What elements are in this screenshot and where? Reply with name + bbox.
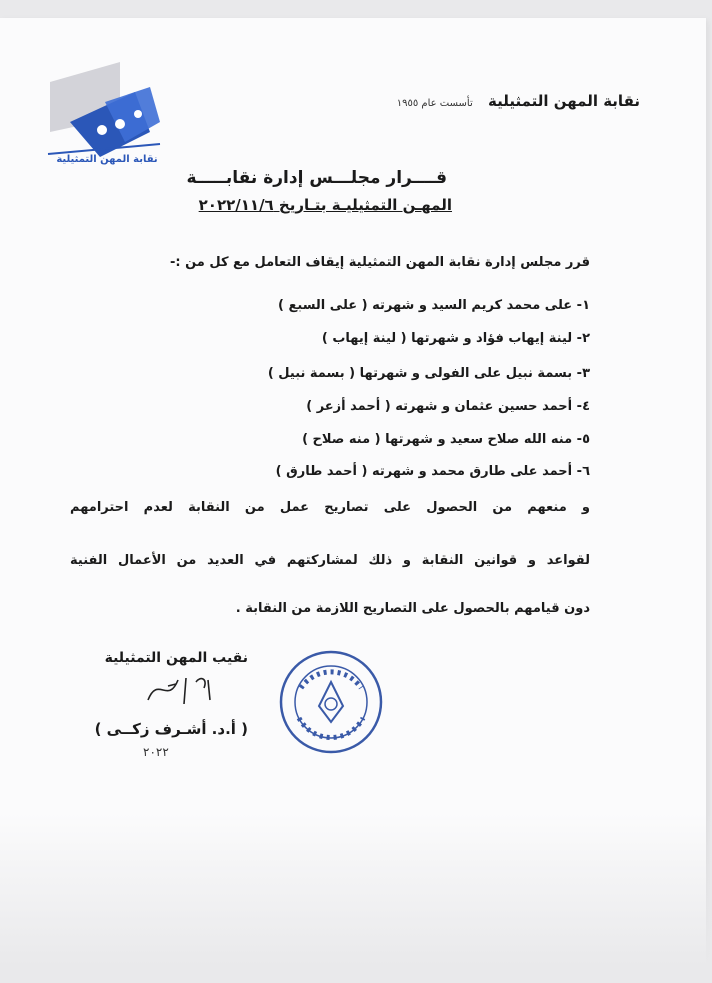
handwritten-signature-icon <box>138 670 228 710</box>
decision-title-line-1: قــــرار مجلـــس إدارة نقابـــــة <box>186 168 447 188</box>
list-item: ٤- أحمد حسين عثمان و شهرته ( أحمد أزعر ) <box>306 399 590 414</box>
signature-name: ( أ.د. أشـرف زكــى ) <box>94 720 248 738</box>
decision-intro: قرر مجلس إدارة نقابة المهن التمثيلية إيقاف التعامل مع كل من :- <box>169 255 590 270</box>
signature-title: نقيب المهن التمثيلية <box>104 650 248 666</box>
union-logo <box>40 62 180 182</box>
signature-date: ٢٠٢٢ <box>143 745 169 759</box>
list-item: ٣- بسمة نبيل على الفولى و شهرتها ( بسمة نبيل ) <box>267 366 590 381</box>
list-item: ٦- أحمد على طارق محمد و شهرته ( أحمد طارق ) <box>275 464 590 479</box>
organization-name: نقابة المهن التمثيلية <box>487 92 640 110</box>
list-item: ١- على محمد كريم السيد و شهرته ( على السبع ) <box>278 298 590 313</box>
established-text: تأسست عام ١٩٥٥ <box>396 98 473 109</box>
bottom-fade <box>0 813 712 983</box>
list-item: ٢- لينة إيهاب فؤاد و شهرتها ( لينة إيهاب ) <box>321 331 590 346</box>
body-paragraph-line: و منعهم من الحصول على تصاريح عمل من النقابة لعدم احترامهم <box>70 500 590 515</box>
decision-title-line-2: المهـن التمثيليـة بتـاريخ ٢٠٢٢/١١/٦ <box>198 196 452 214</box>
list-item: ٥- منه الله صلاح سعيد و شهرتها ( منه صلاح ) <box>302 432 590 447</box>
header-organization <box>397 92 640 110</box>
body-paragraph-line: لقواعد و قوانين النقابة و ذلك لمشاركتهم في العديد من الأعمال الفنية <box>70 553 590 568</box>
logo-caption: نقابة المهن التمثيلية <box>56 154 158 165</box>
official-stamp-icon <box>277 648 385 756</box>
body-paragraph-line: دون قيامهم بالحصول على التصاريح اللازمة من النقابة . <box>235 601 590 616</box>
